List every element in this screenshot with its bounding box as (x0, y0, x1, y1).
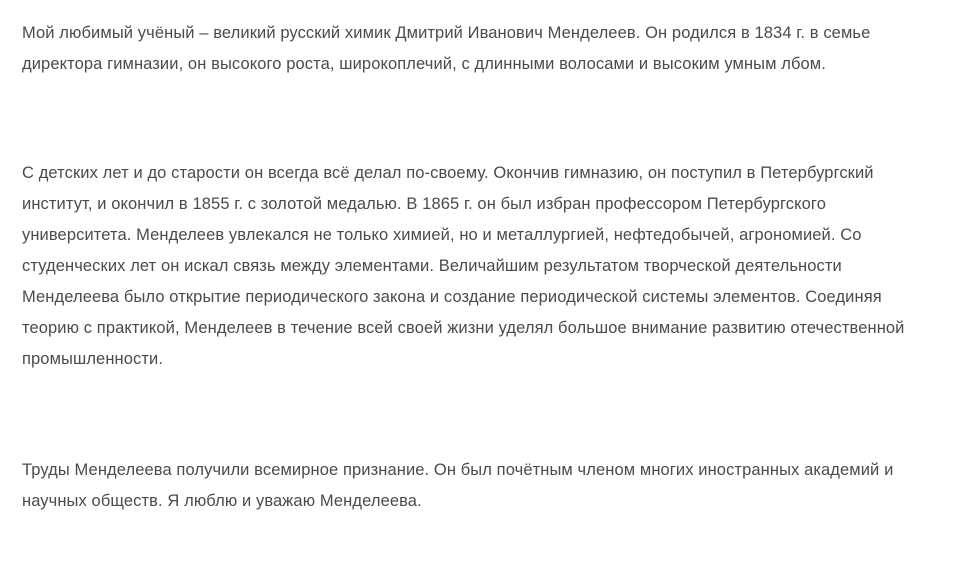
paragraph-1: Мой любимый учёный – великий русский химик Дмитрий Иванович Менделеев. Он родился в 1834 г. в семье директора гимназии, он высокого роста, широкоплечий, с длинными волосами и высоким умным лбом. (22, 24, 876, 73)
paragraph-spacer-2 (22, 375, 932, 455)
paragraph-spacer-1 (22, 80, 932, 158)
paragraph-3: Труды Менделеева получили всемирное признание. Он был почётным членом многих иностранных академий и научных обществ. Я люблю и уважаю Менделеева. (22, 461, 899, 510)
paragraph-2: С детских лет и до старости он всегда всё делал по-своему. Окончив гимназию, он поступил в Петербургский институт, и окончил в 1855 г. с золотой медалью. В 1865 г. он был избран профессором Петербургского университета. Менделеев увлекался не только химией, но и металлургией, нефтедобычей, агрономией. Со студенческих лет он искал связь между элементами. Величайшим результатом творческой деятельности Менделеева было открытие периодического закона и создание периодической системы элементов. Соединяя теорию с практикой, Менделеев в течение всей своей жизни уделял большое внимание развитию отечественной промышленности. (22, 164, 910, 368)
